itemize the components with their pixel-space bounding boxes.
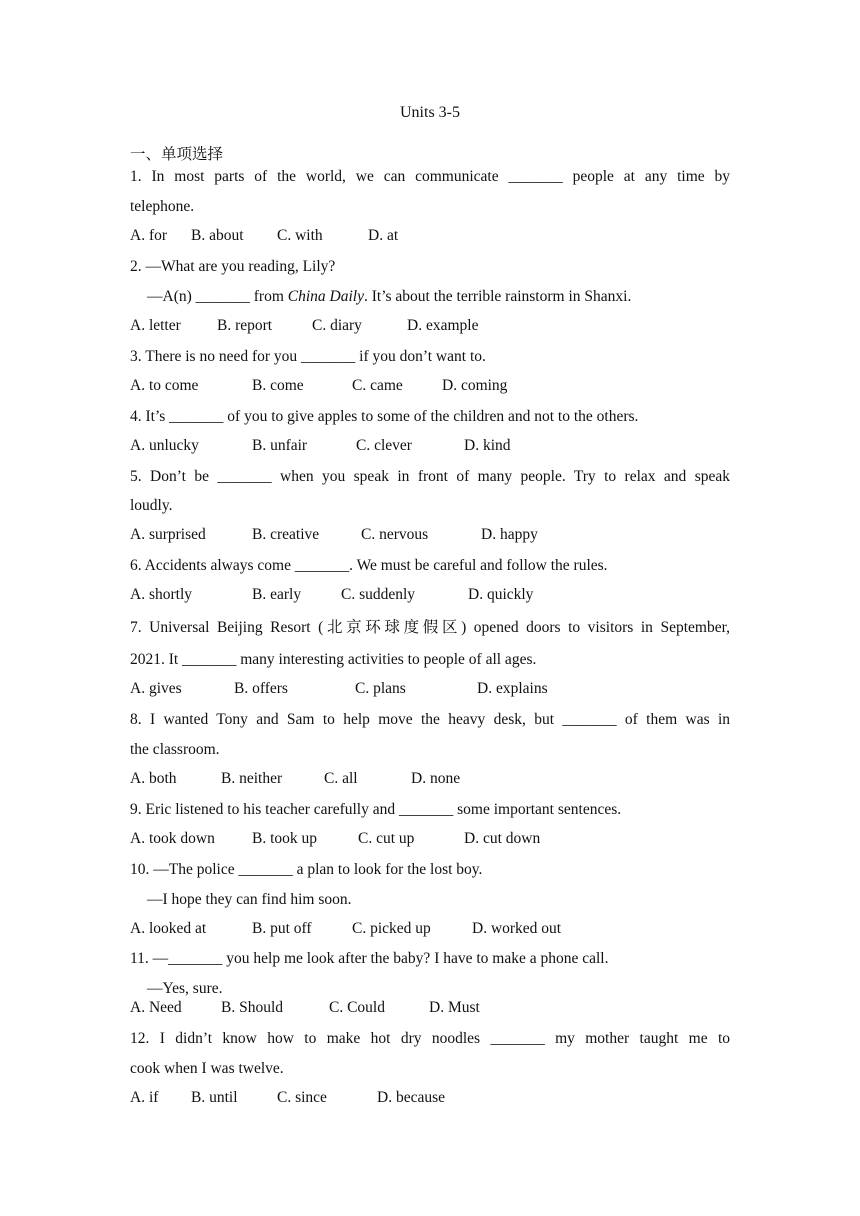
- question-1-line-1: 1. In most parts of the world, we can communicate _______ people at any time by: [130, 168, 730, 185]
- option-b: B. took up: [252, 830, 318, 847]
- option-b: B. creative: [252, 526, 320, 543]
- question-5-line-1: 5. Don’t be _______ when you speak in front of many people. Try to relax and speak: [130, 468, 730, 485]
- question-11-line-2: —Yes, sure.: [147, 980, 223, 997]
- option-c: C. Could: [329, 999, 385, 1016]
- question-6-line-1: 6. Accidents always come _______. We must be careful and follow the rules.: [130, 557, 608, 574]
- answer-text: —A(n) _______ from: [147, 288, 288, 305]
- option-d: D. cut down: [464, 830, 541, 847]
- option-c: C. plans: [355, 680, 406, 697]
- option-d: D. because: [377, 1089, 445, 1106]
- option-c: C. suddenly: [341, 586, 416, 603]
- page-title: Units 3-5: [400, 104, 460, 121]
- question-12-line-1: 12. I didn’t know how to make hot dry noodles _______ my mother taught me to: [130, 1030, 730, 1047]
- option-c: C. since: [277, 1089, 327, 1106]
- option-a: A. if: [130, 1089, 159, 1106]
- option-d: D. coming: [442, 377, 508, 394]
- option-b: B. unfair: [252, 437, 308, 454]
- question-2-line-1: 2. —What are you reading, Lily?: [130, 258, 336, 275]
- option-b: B. come: [252, 377, 304, 394]
- question-5-line-2: loudly.: [130, 497, 173, 514]
- question-10-line-1: 10. —The police _______ a plan to look for the lost boy.: [130, 861, 483, 878]
- option-d: D. explains: [477, 680, 548, 697]
- option-c: C. with: [277, 227, 323, 244]
- option-d: D. at: [368, 227, 399, 244]
- question-9-line-1: 9. Eric listened to his teacher carefully and _______ some important sentences.: [130, 801, 622, 818]
- option-b: B. offers: [234, 680, 288, 697]
- question-11-line-1: 11. —_______ you help me look after the baby? I have to make a phone call.: [130, 950, 609, 967]
- question-12-line-2: cook when I was twelve.: [130, 1060, 284, 1077]
- option-a: A. to come: [130, 377, 199, 394]
- option-c: C. nervous: [361, 526, 429, 543]
- option-c: C. diary: [312, 317, 362, 334]
- question-2-answer-line: [147, 287, 631, 307]
- question-1-line-2: telephone.: [130, 198, 195, 215]
- option-a: A. for: [130, 227, 168, 244]
- option-b: B. put off: [252, 920, 312, 937]
- option-b: B. until: [191, 1089, 238, 1106]
- option-d: D. kind: [464, 437, 511, 454]
- question-8-line-2: the classroom.: [130, 741, 220, 758]
- question-7-line-2: 2021. It _______ many interesting activities to people of all ages.: [130, 651, 537, 668]
- option-a: A. unlucky: [130, 437, 199, 454]
- option-d: D. Must: [429, 999, 480, 1016]
- option-b: B. neither: [221, 770, 283, 787]
- option-a: A. gives: [130, 680, 182, 697]
- option-c: C. clever: [356, 437, 412, 454]
- option-a: A. letter: [130, 317, 181, 334]
- answer-text: . It’s about the terrible rainstorm in Shanxi.: [364, 288, 632, 305]
- option-a: A. looked at: [130, 920, 207, 937]
- option-c: C. all: [324, 770, 358, 787]
- option-b: B. Should: [221, 999, 284, 1016]
- option-a: A. surprised: [130, 526, 206, 543]
- option-a: A. took down: [130, 830, 215, 847]
- newspaper-title: China Daily: [287, 288, 364, 305]
- option-d: D. happy: [481, 526, 538, 543]
- option-d: D. none: [411, 770, 461, 787]
- question-8-line-1: 8. I wanted Tony and Sam to help move the heavy desk, but _______ of them was in: [130, 711, 730, 728]
- option-a: A. both: [130, 770, 177, 787]
- question-4-line-1: 4. It’s _______ of you to give apples to some of the children and not to the others.: [130, 408, 639, 425]
- option-c: C. came: [352, 377, 403, 394]
- option-a: A. shortly: [130, 586, 192, 603]
- option-d: D. example: [407, 317, 479, 334]
- question-7-line-1: 7. Universal Beijing Resort (北京环球度假区) opened doors to visitors in September,: [130, 619, 730, 636]
- option-a: A. Need: [130, 999, 182, 1016]
- option-d: D. quickly: [468, 586, 534, 603]
- option-d: D. worked out: [472, 920, 562, 937]
- option-b: B. about: [191, 227, 244, 244]
- option-c: C. cut up: [358, 830, 415, 847]
- option-c: C. picked up: [352, 920, 431, 937]
- section-heading: 一、单项选择: [130, 146, 224, 163]
- question-3-line-1: 3. There is no need for you _______ if you don’t want to.: [130, 348, 486, 365]
- option-b: B. report: [217, 317, 273, 334]
- question-10-line-2: —I hope they can find him soon.: [147, 891, 352, 908]
- option-b: B. early: [252, 586, 302, 603]
